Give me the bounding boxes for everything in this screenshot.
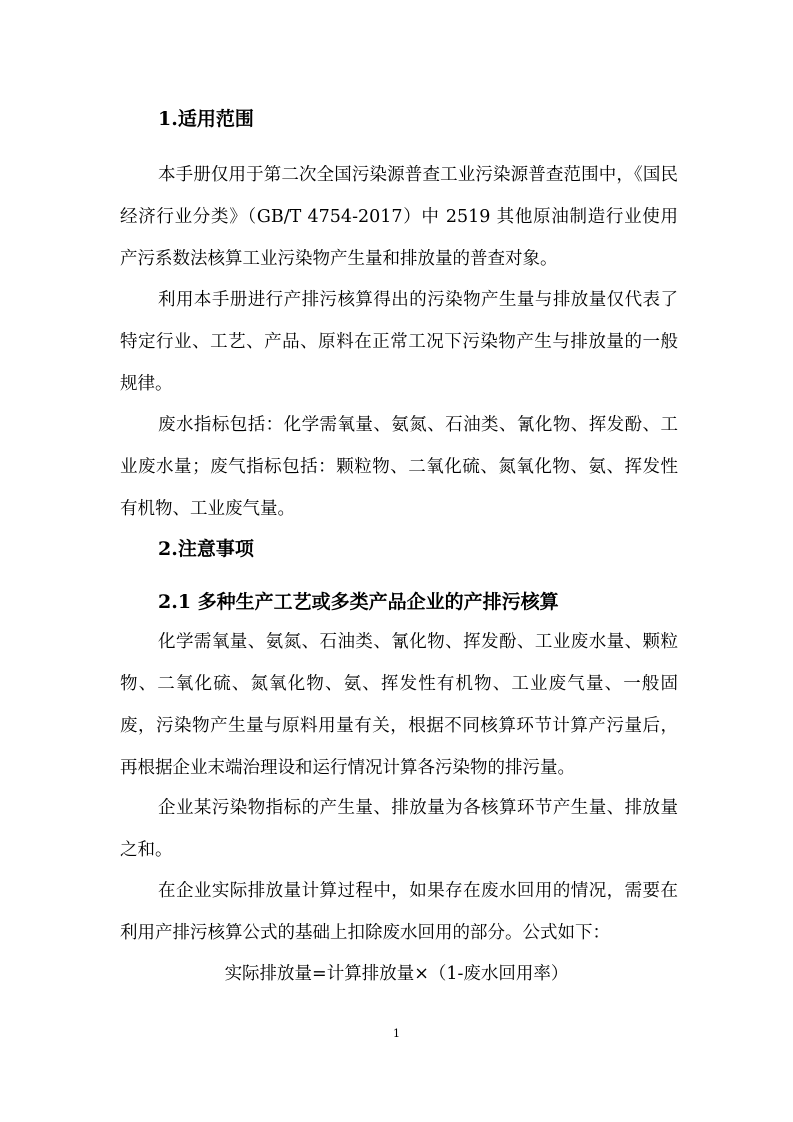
section-heading-scope: 1.适用范围 [158,108,254,130]
paragraph-pollutant-calculation: 化学需氧量、氨氮、石油类、氰化物、挥发酚、工业废水量、颗粒物、二氧化硫、氮氧化物、氨、挥发性有机物、工业废气量、一般固废，污染物产生量与原料用量有关，根据不同核算环节计算产污量后，再根据企业末端治理设和运行情况计算各污染物的排污量。 [120,632,678,778]
paragraph-scope-limitation: 利用本手册进行产排污核算得出的污染物产生量与排放量仅代表了特定行业、工艺、产品、原料在正常工况下污染物产生与排放量的一般规律。 [120,290,678,394]
paragraph-wastewater-reuse: 在企业实际排放量计算过程中，如果存在废水回用的情况，需要在利用产排污核算公式的基础上扣除废水回用的部分。公式如下： [120,881,678,943]
paragraph-indicators: 废水指标包括：化学需氧量、氨氮、石油类、氰化物、挥发酚、工业废水量；废气指标包括：颗粒物、二氧化硫、氮氧化物、氨、挥发性有机物、工业废气量。 [120,415,678,519]
formula-actual-emission: 实际排放量=计算排放量×（1-废水回用率） [224,964,569,984]
page-number: 1 [393,1027,400,1040]
paragraph-scope-statement: 本手册仅用于第二次全国污染源普查工业污染源普查范围中，《国民经济行业分类》（GB/T 4754-2017）中 2519 其他原油制造行业使用产污系数法核算工业污染物产生量和排放量的普查对象。 [120,165,678,269]
paragraph-sum-rule: 企业某污染物指标的产生量、排放量为各核算环节产生量、排放量之和。 [120,798,678,860]
section-heading-notes: 2.注意事项 [158,538,254,560]
subsection-heading-multi-process: 2.1 多种生产工艺或多类产品企业的产排污核算 [158,591,559,613]
